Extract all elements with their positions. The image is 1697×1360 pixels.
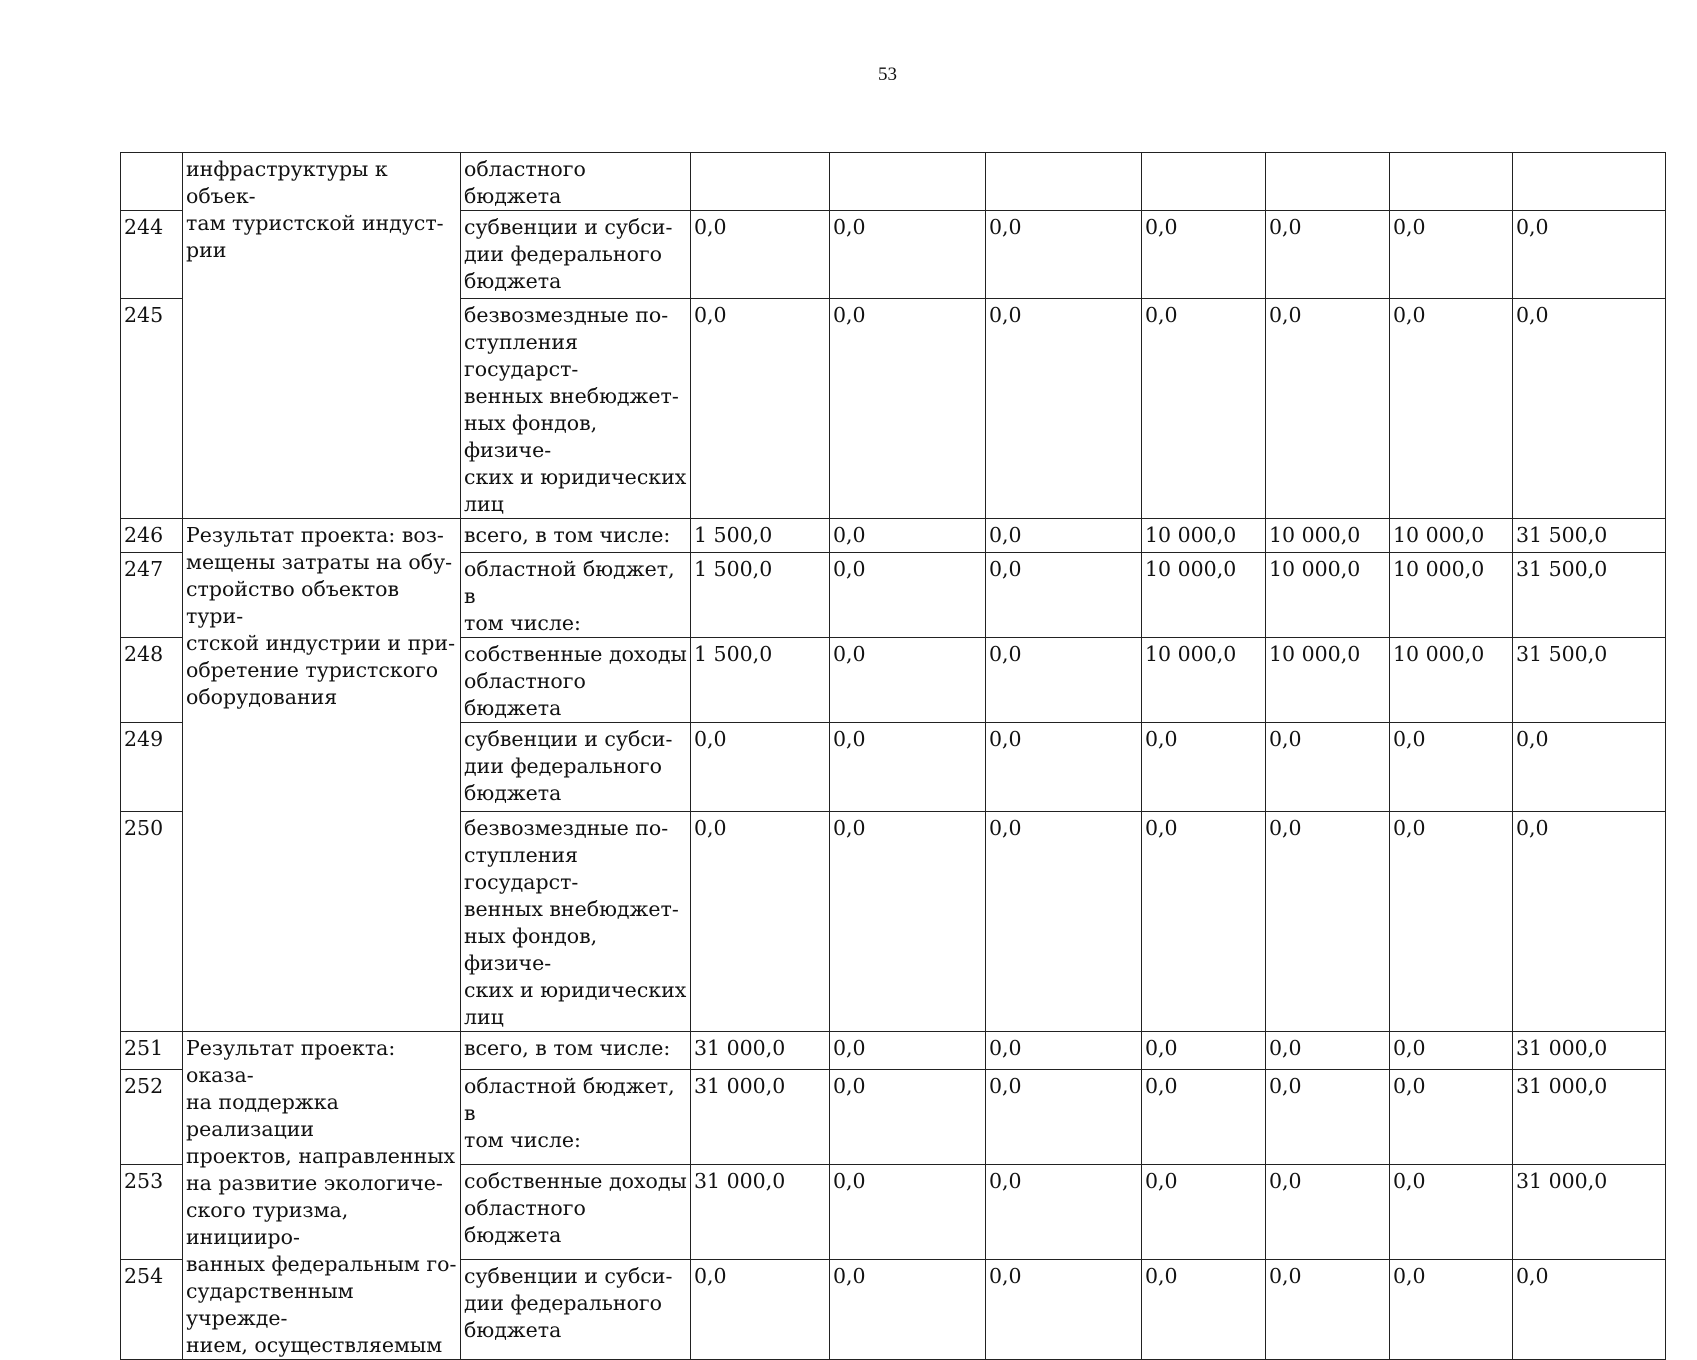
- amount-cell: 10 000,0: [1142, 553, 1266, 638]
- amount-cell: 0,0: [986, 299, 1142, 519]
- amount-cell: 0,0: [830, 553, 986, 638]
- amount-cell: [1266, 153, 1390, 211]
- amount-cell: 0,0: [1266, 1032, 1390, 1070]
- amount-cell: 0,0: [1266, 812, 1390, 1032]
- amount-cell: 0,0: [1266, 211, 1390, 299]
- budget-table: [120, 152, 1666, 1360]
- amount-cell: [1513, 153, 1666, 211]
- amount-cell: 0,0: [830, 1259, 986, 1359]
- result-description: Результат проекта: воз- мещены затраты на обу- стройство объектов тури- стской индустрии и при- обретение туристского оборудования: [183, 519, 461, 1032]
- amount-cell: 31 000,0: [691, 1069, 830, 1164]
- amount-cell: 1 500,0: [691, 519, 830, 553]
- amount-cell: 0,0: [986, 638, 1142, 723]
- row-number: 249: [121, 723, 183, 812]
- funding-source: безвозмездные по- ступления государст- венных внебюджет- ных фондов, физиче- ских и юридических лиц: [461, 812, 691, 1032]
- row-number: 250: [121, 812, 183, 1032]
- amount-cell: 31 500,0: [1513, 638, 1666, 723]
- row-number: 252: [121, 1069, 183, 1164]
- funding-source: собственные доходы областного бюджета: [461, 638, 691, 723]
- amount-cell: 10 000,0: [1390, 638, 1513, 723]
- amount-cell: 0,0: [1390, 1069, 1513, 1164]
- amount-cell: 10 000,0: [1266, 553, 1390, 638]
- amount-cell: 0,0: [830, 211, 986, 299]
- amount-cell: 0,0: [1513, 299, 1666, 519]
- amount-cell: 0,0: [1142, 299, 1266, 519]
- amount-cell: 0,0: [691, 723, 830, 812]
- row-number: 253: [121, 1164, 183, 1259]
- amount-cell: 0,0: [1513, 211, 1666, 299]
- amount-cell: 0,0: [1390, 723, 1513, 812]
- amount-cell: 0,0: [1390, 211, 1513, 299]
- amount-cell: 0,0: [830, 812, 986, 1032]
- amount-cell: 0,0: [1142, 723, 1266, 812]
- amount-cell: 31 500,0: [1513, 553, 1666, 638]
- amount-cell: 10 000,0: [1142, 638, 1266, 723]
- amount-cell: 0,0: [691, 211, 830, 299]
- funding-source: субвенции и субси- дии федерального бюджета: [461, 1259, 691, 1359]
- amount-cell: 0,0: [1142, 1032, 1266, 1070]
- funding-source: всего, в том числе:: [461, 1032, 691, 1070]
- amount-cell: 0,0: [830, 299, 986, 519]
- amount-cell: [986, 153, 1142, 211]
- amount-cell: 0,0: [986, 1069, 1142, 1164]
- amount-cell: 0,0: [830, 1032, 986, 1070]
- funding-source: субвенции и субси- дии федерального бюджета: [461, 211, 691, 299]
- amount-cell: 0,0: [1266, 1164, 1390, 1259]
- amount-cell: [830, 153, 986, 211]
- amount-cell: 0,0: [1390, 1259, 1513, 1359]
- row-number: 247: [121, 553, 183, 638]
- amount-cell: 31 000,0: [691, 1164, 830, 1259]
- amount-cell: 0,0: [1266, 1069, 1390, 1164]
- funding-source: субвенции и субси- дии федерального бюджета: [461, 723, 691, 812]
- amount-cell: 0,0: [986, 1164, 1142, 1259]
- row-number: 245: [121, 299, 183, 519]
- row-number: 251: [121, 1032, 183, 1070]
- amount-cell: 0,0: [691, 1259, 830, 1359]
- amount-cell: 31 000,0: [691, 1032, 830, 1070]
- amount-cell: 0,0: [691, 812, 830, 1032]
- funding-source: безвозмездные по- ступления государст- венных внебюджет- ных фондов, физиче- ских и юридических лиц: [461, 299, 691, 519]
- amount-cell: 0,0: [1513, 723, 1666, 812]
- amount-cell: 0,0: [1266, 299, 1390, 519]
- table-row: [121, 519, 1666, 553]
- funding-source: областной бюджет, в том числе:: [461, 1069, 691, 1164]
- amount-cell: 0,0: [1390, 812, 1513, 1032]
- amount-cell: 0,0: [830, 1069, 986, 1164]
- amount-cell: [691, 153, 830, 211]
- amount-cell: 0,0: [1142, 1069, 1266, 1164]
- row-number: 248: [121, 638, 183, 723]
- result-description: Результат проекта: оказа- на поддержка реализации проектов, направленных на развитие экологиче- ского туризма, иницииро- ванных федеральным го- сударственным учрежде- нием, осуществляемым: [183, 1032, 461, 1360]
- amount-cell: 0,0: [1390, 299, 1513, 519]
- amount-cell: 10 000,0: [1390, 519, 1513, 553]
- amount-cell: 0,0: [1142, 1164, 1266, 1259]
- amount-cell: 0,0: [1142, 812, 1266, 1032]
- funding-source: областного бюджета: [461, 153, 691, 211]
- amount-cell: 1 500,0: [691, 638, 830, 723]
- funding-source: всего, в том числе:: [461, 519, 691, 553]
- amount-cell: 0,0: [830, 519, 986, 553]
- amount-cell: 31 000,0: [1513, 1069, 1666, 1164]
- row-number: 244: [121, 211, 183, 299]
- amount-cell: 0,0: [1266, 723, 1390, 812]
- amount-cell: 0,0: [1513, 812, 1666, 1032]
- amount-cell: 0,0: [830, 638, 986, 723]
- amount-cell: 0,0: [1390, 1032, 1513, 1070]
- amount-cell: 0,0: [1142, 211, 1266, 299]
- amount-cell: 0,0: [986, 723, 1142, 812]
- page-number: 53: [878, 64, 897, 85]
- row-number: 254: [121, 1259, 183, 1359]
- amount-cell: 0,0: [986, 211, 1142, 299]
- amount-cell: 10 000,0: [1390, 553, 1513, 638]
- amount-cell: 31 000,0: [1513, 1032, 1666, 1070]
- amount-cell: 0,0: [830, 1164, 986, 1259]
- amount-cell: 10 000,0: [1266, 519, 1390, 553]
- amount-cell: 1 500,0: [691, 553, 830, 638]
- result-description: инфраструктуры к объек- там туристской индуст- рии: [183, 153, 461, 519]
- row-number: 246: [121, 519, 183, 553]
- amount-cell: 0,0: [691, 299, 830, 519]
- table-row: [121, 1032, 1666, 1070]
- amount-cell: 10 000,0: [1266, 638, 1390, 723]
- amount-cell: 0,0: [986, 812, 1142, 1032]
- amount-cell: 10 000,0: [1142, 519, 1266, 553]
- funding-source: областной бюджет, в том числе:: [461, 553, 691, 638]
- table-row: [121, 153, 1666, 211]
- funding-source: собственные доходы областного бюджета: [461, 1164, 691, 1259]
- amount-cell: [1390, 153, 1513, 211]
- amount-cell: 31 000,0: [1513, 1164, 1666, 1259]
- amount-cell: 0,0: [1390, 1164, 1513, 1259]
- amount-cell: 0,0: [986, 519, 1142, 553]
- amount-cell: 0,0: [1513, 1259, 1666, 1359]
- amount-cell: 0,0: [1266, 1259, 1390, 1359]
- amount-cell: 0,0: [986, 1032, 1142, 1070]
- amount-cell: [1142, 153, 1266, 211]
- amount-cell: 0,0: [1142, 1259, 1266, 1359]
- amount-cell: 0,0: [986, 553, 1142, 638]
- amount-cell: 0,0: [986, 1259, 1142, 1359]
- amount-cell: 0,0: [830, 723, 986, 812]
- amount-cell: 31 500,0: [1513, 519, 1666, 553]
- row-number: [121, 153, 183, 211]
